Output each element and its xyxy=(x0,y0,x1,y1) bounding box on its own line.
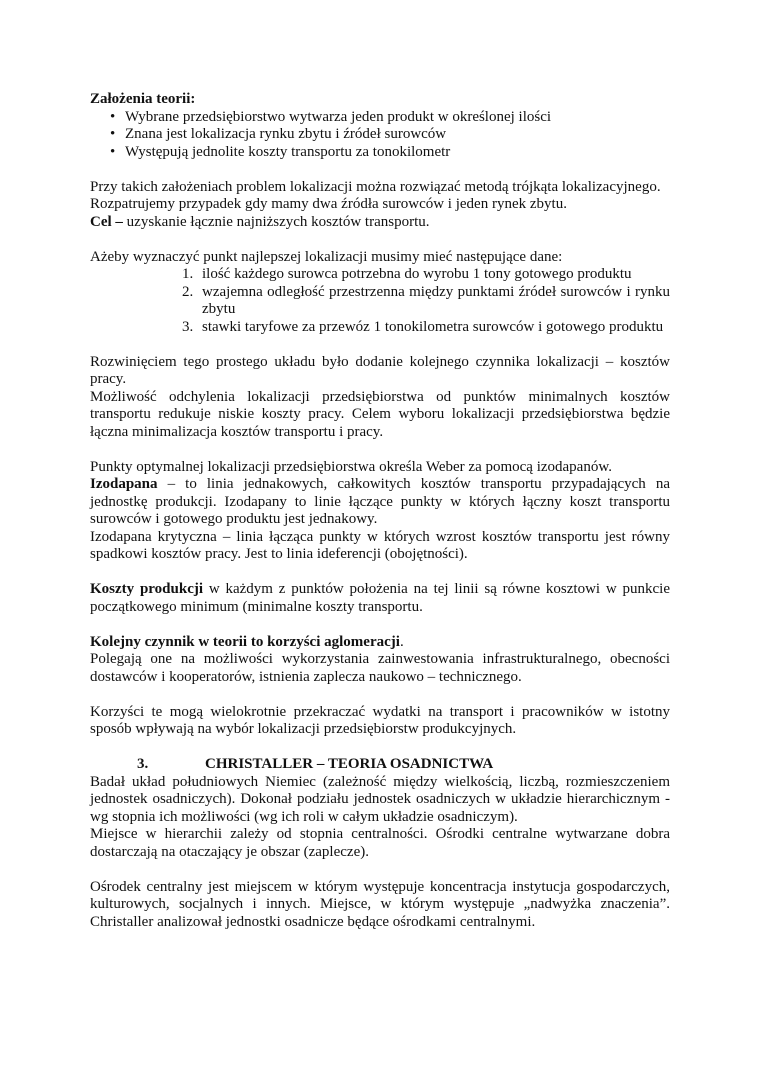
list-item: • Znana jest lokalizacja rynku zbytu i źródeł surowców xyxy=(90,126,670,144)
list-item: 2. wzajemna odległość przestrzenna między punktami źródeł surowców i rynku zbytu xyxy=(182,283,670,317)
paragraph: Rozwinięciem tego prostego układu było dodanie kolejnego czynnika lokalizacji – kosztów pracy. xyxy=(90,353,670,387)
chapter-number: 3. xyxy=(137,756,149,772)
paragraph: Polegają one na możliwości wykorzystania zainwestowania infrastrukturalnego, obecności dostawców i kooperatorów, istnienia zaplecza naukowo – technicznego. xyxy=(90,651,670,685)
paragraph: Badał układ południowych Niemiec (zależność między wielkością, liczbą, rozmieszczeniem jednostek osadniczych). Dokonał podziału jednostek osadniczych w układzie hierarchicznym - wg stopnia ich możliwości (wg ich roli w całym układzie osadniczym). xyxy=(90,773,670,825)
chapter-title: CHRISTALLER – TEORIA OSADNICTWA xyxy=(205,756,494,772)
list-item: • Występują jednolite koszty transportu za tonokilometr xyxy=(90,144,670,162)
paragraph: Możliwość odchylenia lokalizacji przedsiębiorstwa od punktów minimalnych kosztów transportu redukuje niskie koszty pracy. Celem wyboru lokalizacji przedsiębiorstwa będzie łączna minimalizacja kosztów transportu i pracy. xyxy=(90,388,670,440)
list-item: 1. ilość każdego surowca potrzebna do wyrobu 1 tony gotowego produktu xyxy=(182,266,632,282)
section-heading: Kolejny czynnik w teorii to korzyści aglomeracji. xyxy=(90,633,404,650)
paragraph: Miejsce w hierarchii zależy od stopnia centralności. Ośrodki centralne wytwarzane dobra dostarczają na otaczający je obszar (zaplecze). xyxy=(90,826,670,860)
paragraph: Korzyści te mogą wielokrotnie przekraczać wydatki na transport i pracowników w istotny sposób wpływają na wybór lokalizacji przedsiębiorstw produkcyjnych. xyxy=(90,703,670,737)
paragraph: Punkty optymalnej lokalizacji przedsiębiorstwa określa Weber za pomocą izodapanów. xyxy=(90,458,612,475)
paragraph: Cel – uzyskanie łącznie najniższych kosztów transportu. xyxy=(90,213,430,230)
paragraph: Rozpatrujemy przypadek gdy mamy dwa źródła surowców i jeden rynek zbytu. xyxy=(90,196,567,212)
paragraph: Ażeby wyznaczyć punkt najlepszej lokalizacji musimy mieć następujące dane: xyxy=(90,248,563,265)
document-body xyxy=(90,91,670,931)
list-item: • Wybrane przedsiębiorstwo wytwarza jeden produkt w określonej ilości xyxy=(90,109,670,127)
chapter-heading xyxy=(90,756,670,774)
paragraph: Koszty produkcji w każdym z punktów położenia na tej linii są równe kosztowi w punkcie początkowego minimum (minimalne koszty transportu. xyxy=(90,581,671,615)
required-data-list xyxy=(90,266,670,336)
paragraph: Przy takich założeniach problem lokalizacji można rozwiązać metodą trójkąta lokalizacyjnego. xyxy=(90,178,661,195)
section-heading: Założenia teorii: xyxy=(90,91,196,107)
paragraph: Izodapana krytyczna – linia łącząca punkty w których wzrost kosztów transportu jest równy spadkowi kosztów pracy. Jest to linia ideferencji (obojętności). xyxy=(90,528,670,562)
paragraph: Ośrodek centralny jest miejscem w którym występuje koncentracja instytucja gospodarczych, kulturowych, socjalnych i innych. Miejsce, w którym występuje „nadwyżka znaczenia”. Christaller analizował jednostki osadnicze będące ośrodkami centralnymi. xyxy=(90,878,670,930)
list-item: 3. stawki taryfowe za przewóz 1 tonokilometra surowców i gotowego produktu xyxy=(182,318,664,335)
paragraph: Izodapana – to linia jednakowych, całkowitych kosztów transportu przypadających na jednostkę produkcji. Izodapany to linie łączące punkty w których łączny koszt transportu surowców i gotowego produktu jest jednakowy. xyxy=(90,476,670,527)
assumptions-list xyxy=(90,109,670,162)
